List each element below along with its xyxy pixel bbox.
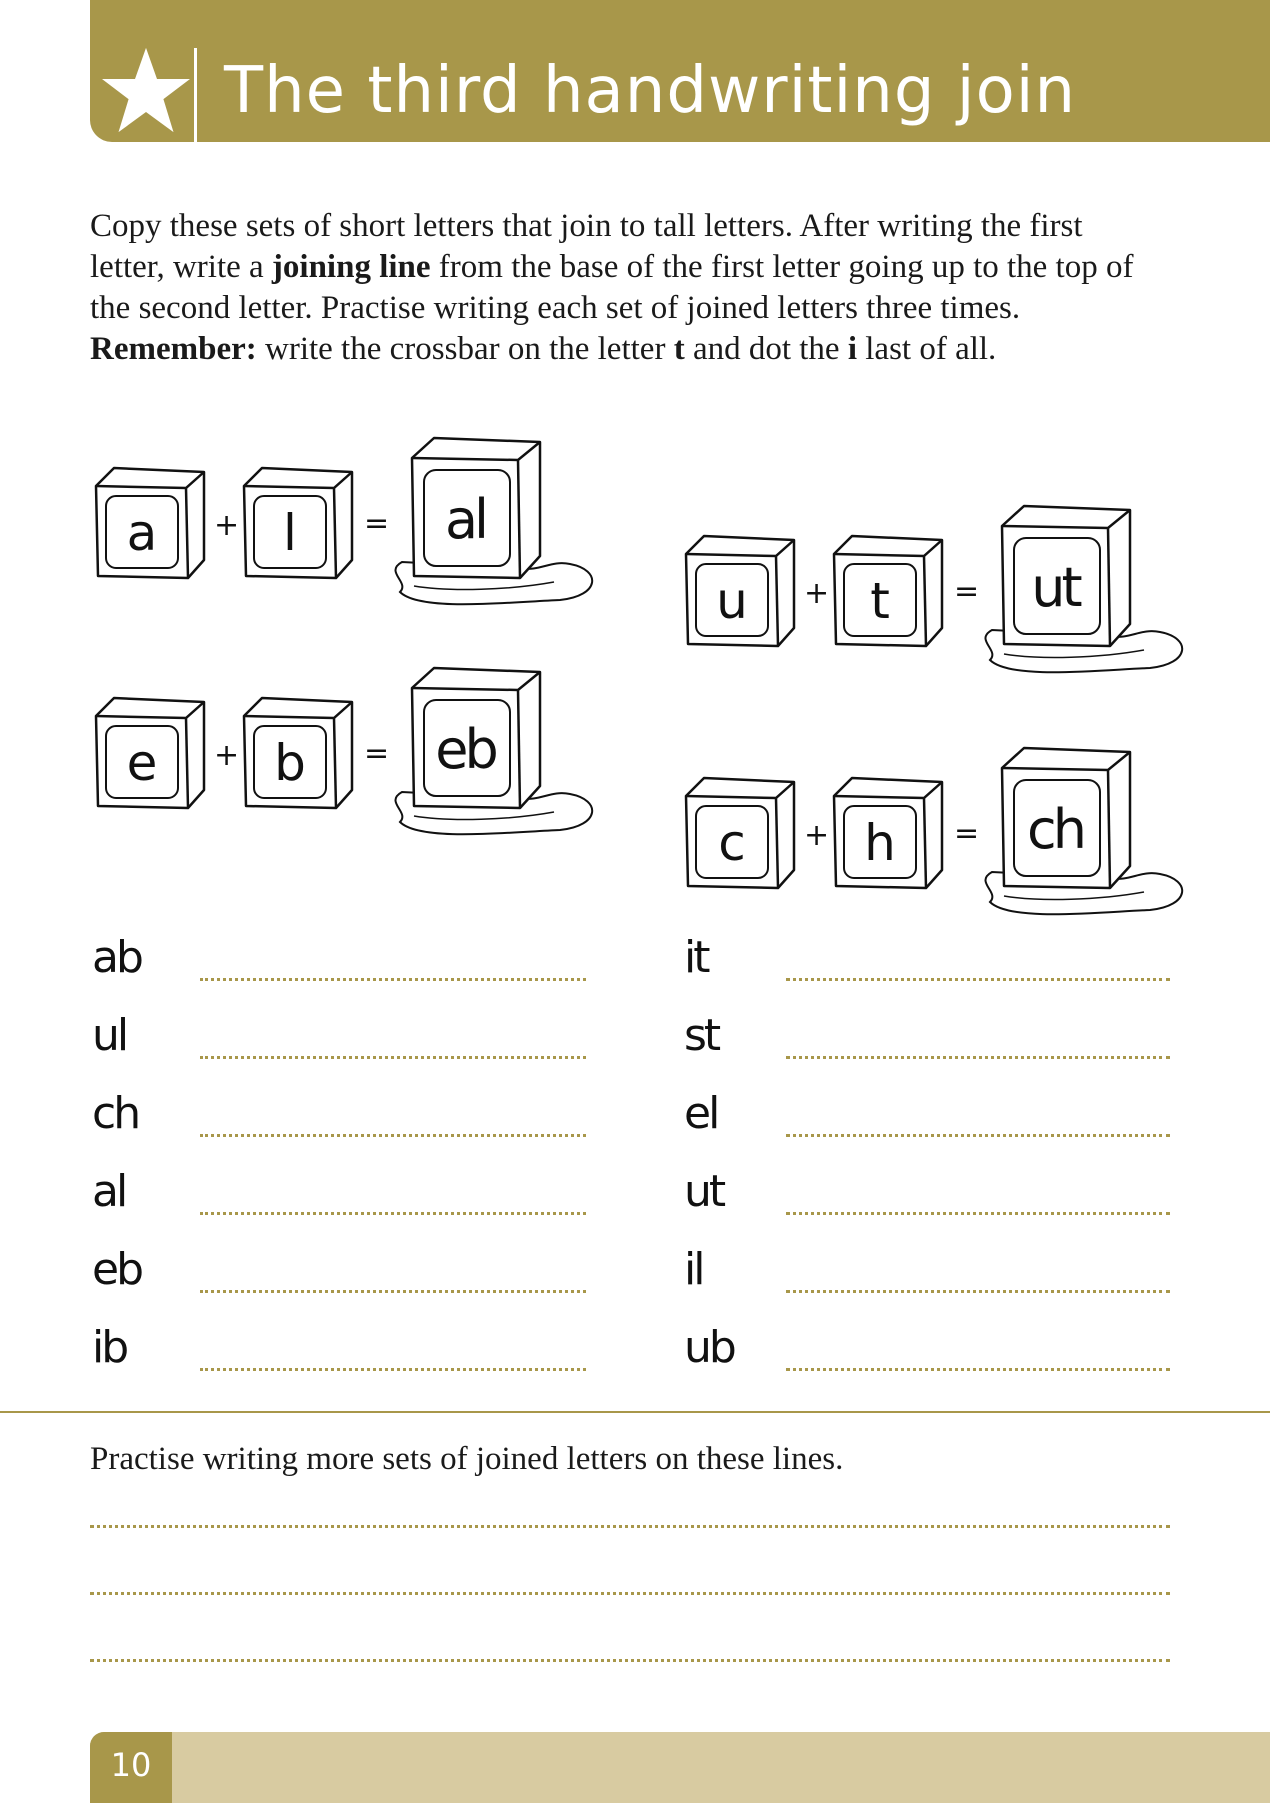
page-number: 10 [110, 1746, 152, 1784]
practice-word: il [684, 1244, 703, 1295]
cube-letter: t [870, 572, 890, 630]
cube-letter: al [444, 488, 486, 551]
practice-word: it [684, 932, 708, 983]
letter-cube [240, 464, 356, 587]
practice-row [92, 1010, 586, 1070]
practice-row [92, 1322, 586, 1382]
writing-line[interactable] [200, 1212, 586, 1215]
instruction-paragraph [90, 206, 1150, 329]
result-cube [390, 432, 595, 615]
remember-label: Remember: [90, 331, 257, 367]
cube-letter: ch [1027, 798, 1083, 861]
writing-line[interactable] [200, 1290, 586, 1293]
practice-row [92, 932, 586, 992]
extra-writing-line[interactable] [90, 1592, 1170, 1595]
practice-word: ut [684, 1166, 724, 1217]
section-divider [0, 1411, 1270, 1413]
practice-row [684, 1166, 1170, 1226]
footer-bar [90, 1732, 1270, 1803]
writing-line[interactable] [786, 1290, 1170, 1293]
equals-sign: = [364, 506, 390, 541]
remember-paragraph [90, 329, 1150, 370]
instructions [90, 206, 1150, 370]
plus-sign: + [214, 738, 240, 773]
equals-sign: = [954, 574, 980, 609]
letter-cube [240, 694, 356, 817]
letter-cube [830, 532, 946, 655]
writing-line[interactable] [786, 1134, 1170, 1137]
cube-letter: b [274, 734, 306, 792]
practice-word: ch [92, 1088, 139, 1139]
letter-cube [92, 694, 208, 817]
letter-cube [682, 532, 798, 655]
practice-row [92, 1244, 586, 1304]
practice-row [684, 1322, 1170, 1382]
practice-row [684, 932, 1170, 992]
practice-row [684, 1010, 1170, 1070]
result-cube [390, 662, 595, 845]
result-cube [980, 742, 1185, 925]
practice-word: ib [92, 1322, 127, 1373]
practice-word: ub [684, 1322, 734, 1373]
header-divider [194, 48, 197, 142]
extra-instruction: Practise writing more sets of joined letters on these lines. [90, 1441, 844, 1477]
page-title: The third handwriting join [224, 54, 1077, 128]
cube-letter: l [283, 504, 297, 562]
equation-al [90, 432, 600, 612]
practice-word: eb [92, 1244, 141, 1295]
page-number-box [90, 1732, 172, 1803]
remember-text: and dot the [684, 331, 848, 367]
remember-letter-t: t [673, 331, 685, 367]
letter-cube [92, 464, 208, 587]
writing-line[interactable] [200, 1056, 586, 1059]
writing-line[interactable] [786, 1056, 1170, 1059]
plus-sign: + [804, 818, 830, 853]
plus-sign: + [804, 576, 830, 611]
instruction-text: from the base of the first letter going up to the top of the second letter. Practise writing each set of joined letters three times. [90, 249, 1134, 326]
equation-ut [680, 500, 1190, 680]
cube-letter: eb [435, 718, 495, 781]
cube-letter: e [126, 734, 158, 792]
plus-sign: + [214, 508, 240, 543]
writing-line[interactable] [786, 1368, 1170, 1371]
writing-line[interactable] [200, 1134, 586, 1137]
result-cube [980, 500, 1185, 683]
letter-cube [682, 774, 798, 897]
practice-row [92, 1166, 586, 1226]
writing-line[interactable] [786, 978, 1170, 981]
practice-row [684, 1244, 1170, 1304]
instruction-text: Copy these sets of short letters that join to tall letters. After writing the first letter, write a [90, 208, 1083, 285]
practice-word: el [684, 1088, 718, 1139]
practice-row [92, 1088, 586, 1148]
practice-word: al [92, 1166, 126, 1217]
cube-letter: h [864, 814, 896, 872]
practice-word: ul [92, 1010, 127, 1061]
remember-text: write the crossbar on the letter [256, 331, 674, 367]
equals-sign: = [954, 816, 980, 851]
writing-line[interactable] [786, 1212, 1170, 1215]
cube-letter: a [126, 504, 158, 562]
remember-text: last of all. [857, 331, 997, 367]
writing-line[interactable] [200, 1368, 586, 1371]
extra-writing-line[interactable] [90, 1525, 1170, 1528]
practice-word: ab [92, 932, 141, 983]
equation-eb [90, 662, 600, 842]
equals-sign: = [364, 736, 390, 771]
star-icon [100, 46, 192, 134]
extra-writing-line[interactable] [90, 1659, 1170, 1662]
practice-row [684, 1088, 1170, 1148]
instruction-bold: joining line [271, 249, 431, 285]
equation-ch [680, 742, 1190, 922]
letter-cube [830, 774, 946, 897]
cube-letter: c [718, 814, 746, 872]
practice-word: st [684, 1010, 719, 1061]
remember-letter-i: i [847, 331, 857, 367]
cube-letter: ut [1031, 556, 1079, 619]
writing-line[interactable] [200, 978, 586, 981]
cube-letter: u [716, 572, 748, 630]
